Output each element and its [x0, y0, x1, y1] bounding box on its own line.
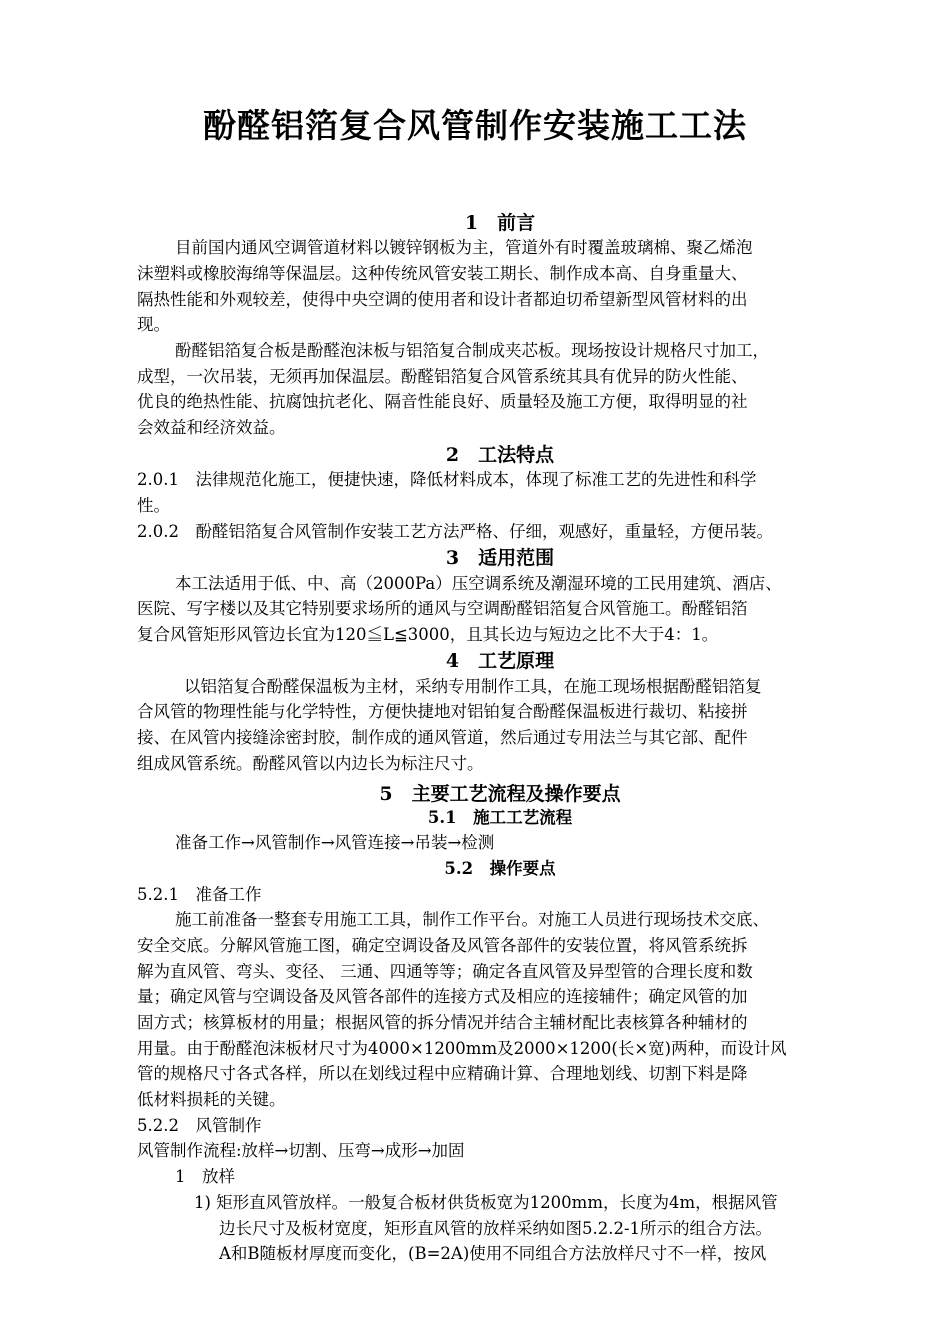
subsection-heading: 5.2 操作要点 [444, 859, 556, 878]
paragraph-line: 组成风管系统。酚醛风管以内边长为标注尺寸。 [137, 754, 484, 773]
paragraph-line: 管的规格尺寸各式各样，所以在划线过程中应精确计算、合理地划线、切割下料是降 [137, 1064, 748, 1083]
paragraph-line: 准备工作→风管制作→风管连接→吊装→检测 [175, 833, 495, 852]
paragraph-line: 合风管的物理性能与化学特性，方便快捷地对铝铂复合酚醛保温板进行裁切、粘接拼 [137, 702, 748, 721]
section-heading: 5 主要工艺流程及操作要点 [379, 783, 621, 805]
section-heading: 4 工艺原理 [445, 650, 555, 672]
paragraph-line: 量；确定风管与空调设备及风管各部件的连接方式及相应的连接辅件；确定风管的加 [137, 987, 748, 1006]
section-heading: 3 适用范围 [445, 547, 555, 569]
paragraph-line: 成型，一次吊装，无须再加保温层。酚醛铝箔复合风管系统其具有优异的防火性能、 [137, 367, 748, 386]
paragraph-line: 2.0.2 酚醛铝箔复合风管制作安装工艺方法严格、仔细，观感好，重量轻，方便吊装。 [137, 522, 773, 541]
paragraph-line: 复合风管矩形风管边长宜为120≦L≦3000，且其长边与短边之比不大于4：1。 [137, 625, 719, 644]
paragraph-line: 现。 [137, 315, 170, 334]
paragraph-line: 风管制作流程:放样→切割、压弯→成形→加固 [137, 1141, 465, 1160]
paragraph-line: 目前国内通风空调管道材料以镀锌钢板为主，管道外有时覆盖玻璃棉、聚乙烯泡 [175, 238, 753, 257]
paragraph-line: 优良的绝热性能、抗腐蚀抗老化、隔音性能良好、质量轻及施工方便，取得明显的社 [137, 392, 748, 411]
paragraph-line: 2.0.1 法律规范化施工，便捷快速，降低材料成本，体现了标准工艺的先进性和科学 [137, 470, 757, 489]
paragraph-line: 会效益和经济效益。 [137, 418, 286, 437]
paragraph-line: 边长尺寸及板材宽度，矩形直风管的放样采纳如图5.2.2-1所示的组合方法。 [219, 1219, 773, 1238]
paragraph-line: 5.2.2 风管制作 [137, 1116, 262, 1135]
paragraph-line: 医院、写字楼以及其它特别要求场所的通风与空调酚醛铝箔复合风管施工。酚醛铝箔 [137, 599, 748, 618]
paragraph-line: 性。 [137, 496, 170, 515]
document-title: 酚醛铝箔复合风管制作安装施工工法 [203, 106, 747, 145]
paragraph-line: 解为直风管、弯头、变径、 三通、四通等等；确定各直风管及异型管的合理长度和数 [137, 962, 753, 981]
subsection-heading: 5.1 施工工艺流程 [427, 808, 573, 827]
section-heading: 1 前言 [464, 212, 536, 234]
paragraph-line: 接、在风管内接缝涂密封胶，制作成的通风管道，然后通过专用法兰与其它部、配件 [137, 728, 748, 747]
paragraph-line: 隔热性能和外观较差，使得中央空调的使用者和设计者都迫切希望新型风管材料的出 [137, 290, 748, 309]
paragraph-line: 酚醛铝箔复合板是酚醛泡沫板与铝箔复合制成夹芯板。现场按设计规格尺寸加工， [175, 341, 769, 360]
paragraph-line: 本工法适用于低、中、高（2000Pa）压空调系统及潮湿环境的工民用建筑、酒店、 [175, 574, 782, 593]
section-heading: 2 工法特点 [445, 444, 555, 466]
paragraph-line: A和B随板材厚度而变化，(B=2A)使用不同组合方法放样尺寸不一样，按风 [219, 1244, 767, 1263]
paragraph-line: 低材料损耗的关键。 [137, 1090, 286, 1109]
paragraph-line: 施工前准备一整套专用施工工具，制作工作平台。对施工人员进行现场技术交底、 [175, 910, 769, 929]
paragraph-line: 5.2.1 准备工作 [137, 885, 262, 904]
paragraph-line: 安全交底。分解风管施工图，确定空调设备及风管各部件的安装位置，将风管系统拆 [137, 936, 748, 955]
paragraph-line: 沫塑料或橡胶海绵等保温层。这种传统风管安装工期长、制作成本高、自身重量大、 [137, 264, 748, 283]
paragraph-line: 以铝箔复合酚醛保温板为主材，采纳专用制作工具，在施工现场根据酚醛铝箔复 [184, 677, 762, 696]
paragraph-line: 用量。由于酚醛泡沫板材尺寸为4000×1200mm及2000×1200(长×宽)两种，而设计风 [137, 1039, 787, 1058]
paragraph-line: 1) 矩形直风管放样。一般复合板材供货板宽为1200mm，长度为4m，根据风管 [194, 1193, 778, 1212]
paragraph-line: 1 放样 [175, 1167, 235, 1186]
paragraph-line: 固方式；核算板材的用量；根据风管的拆分情况并结合主辅材配比表核算各种辅材的 [137, 1013, 748, 1032]
